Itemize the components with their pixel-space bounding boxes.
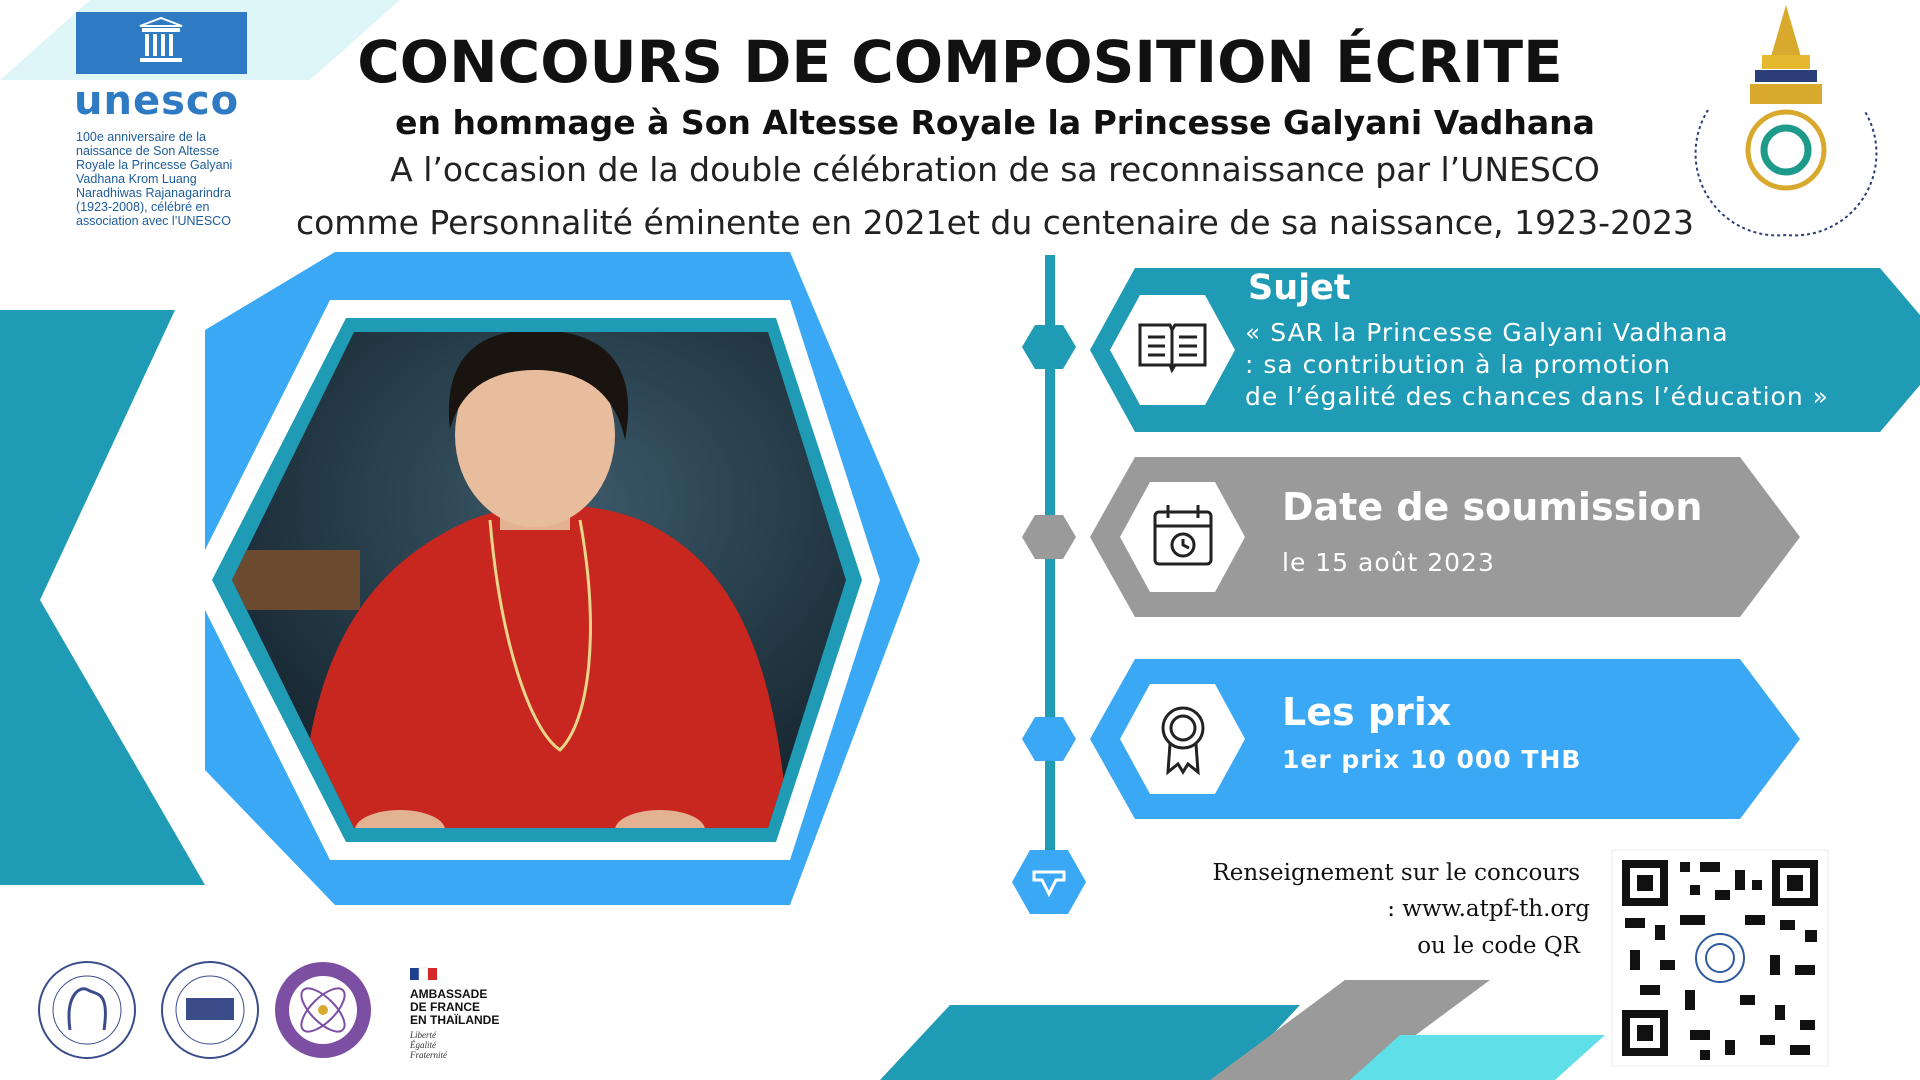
sujet-heading: Sujet <box>1248 268 1351 308</box>
prix-heading: Les prix <box>1282 690 1452 734</box>
embassy-name: AMBASSADE DE FRANCE EN THAÏLANDE <box>410 987 500 1027</box>
page-subtitle: en hommage à Son Altesse Royale la Princesse Galyani Vadhana <box>395 103 1595 142</box>
timeline-node-sujet <box>1022 325 1076 369</box>
date-heading: Date de soumission <box>1282 485 1703 529</box>
sujet-line-2: : sa contribution à la promotion <box>1245 350 1672 379</box>
timeline-node-prix <box>1022 717 1076 761</box>
association-logo <box>275 962 371 1058</box>
date-value: le 15 août 2023 <box>1282 548 1495 577</box>
france-flag-icon <box>410 968 437 980</box>
contact-website-link[interactable]: : www.atpf-th.org <box>1387 896 1590 922</box>
sujet-line-1: « SAR la Princesse Galyani Vadhana <box>1245 318 1729 347</box>
qr-code[interactable] <box>1612 850 1828 1066</box>
sujet-line-3: de l’égalité des chances dans l’éducation » <box>1245 382 1829 411</box>
page-title: CONCOURS DE COMPOSITION ÉCRITE <box>357 28 1563 96</box>
occasion-line-1: A l’occasion de la double célébration de sa reconnaissance par l’UNESCO <box>390 150 1600 189</box>
contact-line-3: ou le code QR <box>1417 933 1580 959</box>
prix-value: 1er prix 10 000 THB <box>1282 745 1582 774</box>
unesco-caption: 100e anniversaire de la naissance de Son Altesse Royale la Princesse Galyani Vadhana Krom Luang Naradhiwas Rajanagarindra (1923-2008), célébré en association avec l’UNESCO <box>76 130 233 228</box>
left-teal-band <box>0 310 205 885</box>
atpf-logo <box>39 962 135 1058</box>
contact-line-1: Renseignement sur le concours <box>1212 860 1580 886</box>
fple-logo <box>162 962 258 1058</box>
embassy-motto: Liberté Égalité Fraternité <box>410 1030 447 1060</box>
unesco-wordmark: unesco <box>74 78 240 124</box>
timeline-end-node <box>1012 850 1086 914</box>
occasion-line-2: comme Personnalité éminente en 2021et du centenaire de sa naissance, 1923-2023 <box>295 203 1695 242</box>
timeline-node-date <box>1022 515 1076 559</box>
